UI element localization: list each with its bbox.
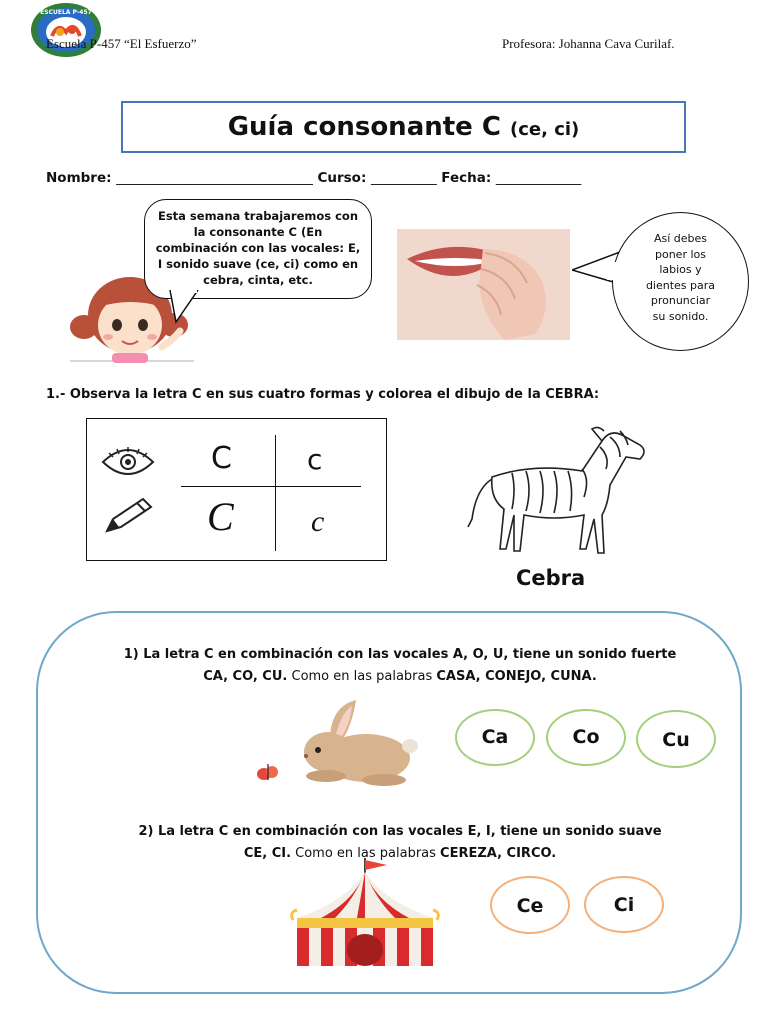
zebra-caption: Cebra	[516, 566, 586, 590]
speech-bubble-left-tail	[168, 290, 204, 324]
syllable-ce: Ce	[490, 876, 570, 934]
letter-upper-cursive: C	[207, 494, 234, 539]
pencil-icon	[103, 497, 153, 535]
rule1-example-words: CASA, CONEJO, CUNA.	[436, 668, 597, 684]
course-field[interactable]: __________	[371, 170, 437, 186]
rule2-syllables: CE, CI.	[243, 846, 292, 861]
school-name: Escuela P-457 “El Esfuerzo”	[46, 36, 197, 51]
course-label: Curso:	[317, 170, 367, 186]
syllable-cu: Cu	[636, 710, 716, 768]
speech-bubble-right	[612, 212, 749, 351]
syllable-ca: Ca	[455, 709, 535, 766]
teacher-name: Profesora: Johanna Cava Curilaf.	[502, 36, 675, 51]
letter-lower-print: c	[307, 443, 323, 476]
rule1-syllables: CA, CO, CU.	[203, 668, 288, 684]
letter-upper-print: C	[211, 441, 232, 476]
student-form-row	[46, 170, 581, 186]
zebra-drawing	[452, 417, 662, 557]
page-subtitle: (ce, ci)	[510, 119, 580, 140]
rabbit-illustration	[256, 700, 426, 795]
logo-text: ESCUELA P-457	[40, 9, 92, 16]
name-label: Nombre:	[46, 170, 112, 186]
circus-tent-illustration	[285, 858, 445, 970]
rule1-line2	[100, 666, 700, 688]
bubble-right-line: Así debes	[653, 232, 708, 245]
bubble-right-line: su sonido.	[652, 309, 709, 323]
bubble-right-line: dientes para	[645, 278, 716, 292]
name-field[interactable]: ______________________________	[116, 170, 313, 186]
rule2-example-words: CEREZA, CIRCO.	[440, 846, 557, 861]
date-label: Fecha:	[441, 170, 492, 186]
letter-lower-cursive: c	[311, 505, 325, 538]
rule1-example-text: Como en las palabras	[287, 668, 437, 684]
page-title: Guía consonante C	[227, 112, 510, 142]
bubble-right-line: pronunciar	[650, 294, 711, 307]
bubble-right-line: poner los	[655, 247, 706, 261]
eye-icon	[101, 447, 155, 477]
activity1-instruction: 1.- Observa la letra C en sus cuatro formas y colorea el dibujo de la CEBRA:	[46, 387, 600, 402]
syllable-co: Co	[546, 709, 626, 766]
rule1-line1: 1) La letra C en combinación con las vocales A, O, U, tiene un sonido fuerte	[123, 647, 677, 662]
letter-forms-box	[86, 418, 387, 561]
grid-h-line	[181, 486, 361, 487]
syllable-ci: Ci	[584, 876, 664, 933]
rule2-line1: 2) La letra C en combinación con las vocales E, I, tiene un sonido suave	[138, 824, 662, 839]
butterfly-icon	[257, 764, 278, 780]
mouth-photo	[397, 229, 570, 340]
speech-bubble-left: Esta semana trabajaremos con la consonante C (En combinación con las vocales: E, I sonido suave (ce, ci) como en cebra, cinta, etc.	[144, 199, 372, 299]
date-field[interactable]: _____________	[495, 170, 582, 186]
grid-v-line	[275, 435, 276, 551]
rule2-example-text: Como en las palabras	[291, 846, 441, 861]
bubble-tail-cover	[603, 256, 617, 286]
rule1-text	[100, 644, 700, 687]
title-box	[121, 101, 686, 153]
bubble-right-line: labios y	[659, 263, 702, 276]
